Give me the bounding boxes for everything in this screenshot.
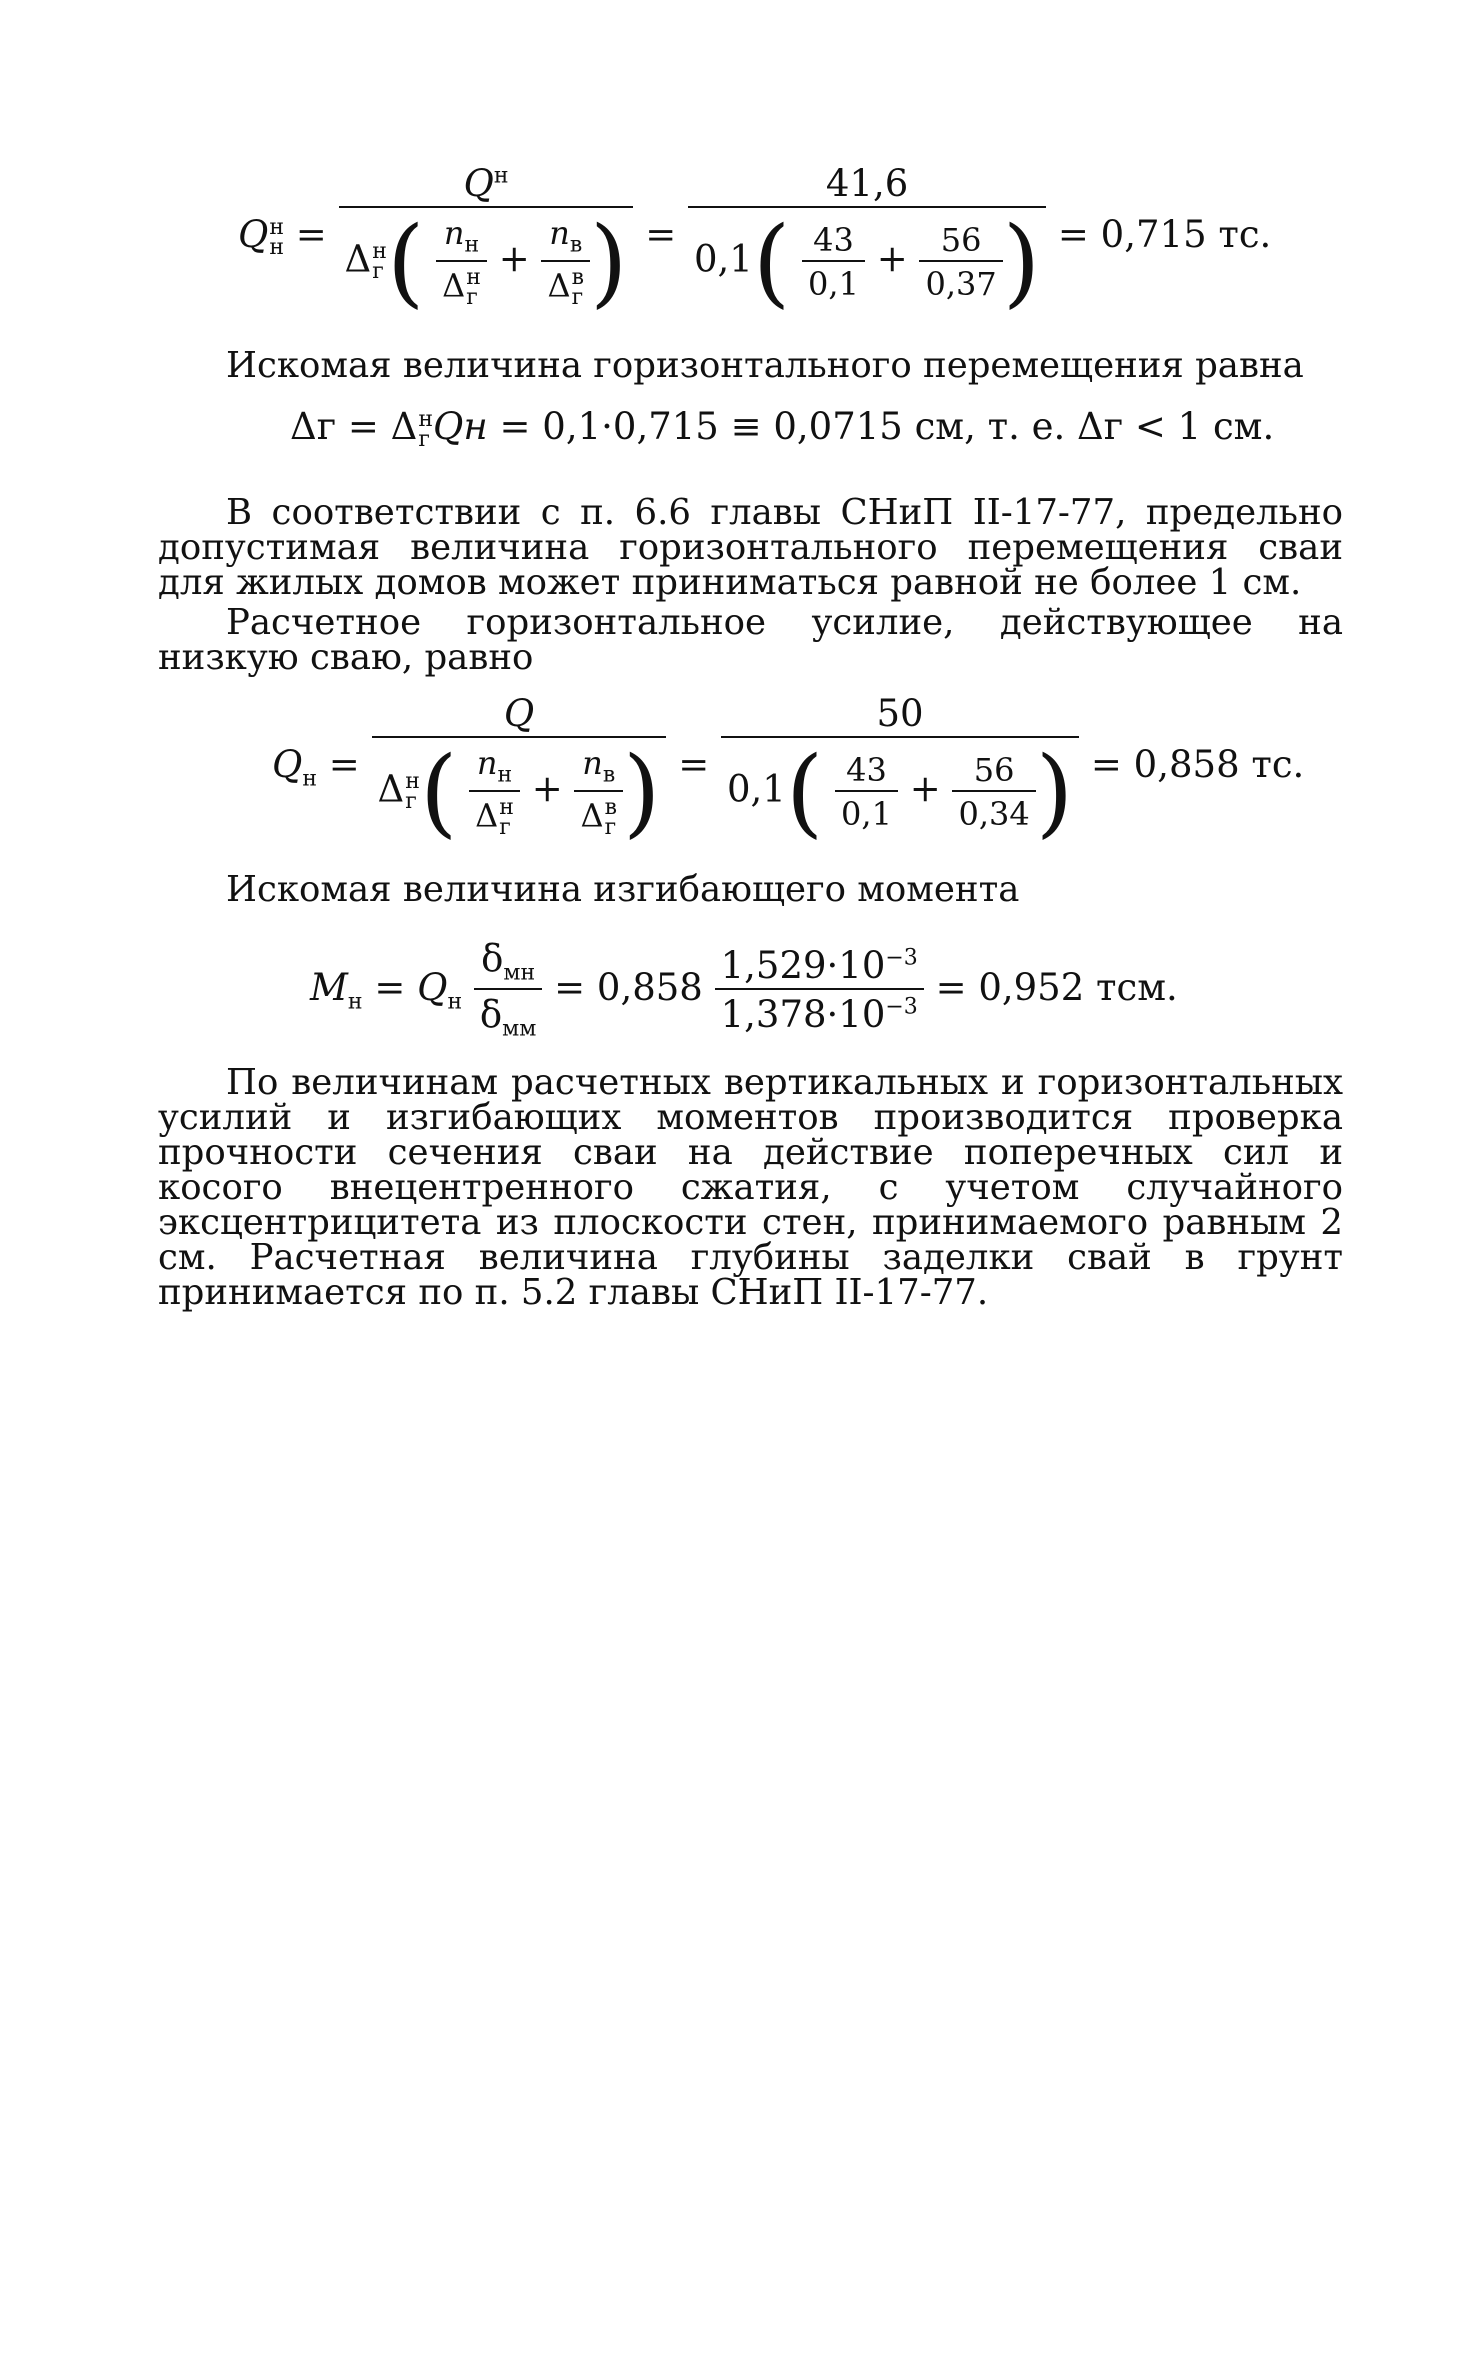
f3-b: 56 [973, 751, 1015, 789]
f3-delta-3: Δ [580, 796, 604, 835]
f4-result: = 0,952 тсм. [935, 965, 1178, 1009]
f1-n-h-sub: н [464, 231, 480, 257]
f3-fraction-numeric: 50 0,1( $\frac{43}{0,1}$ + $\frac{56}{0,34}$ ) [721, 695, 1079, 840]
formula-horizontal-displacement: Δг = Δ н г Qн = 0,1·0,715 ≡ 0,0715 см, т. е. Δг < 1 см. [290, 405, 1275, 452]
formula-horizontal-force-normative: Q н н = $Q^н$ Δ н г ( $n_н$ Δ н г + $n_в$ Δ в г ) = 41,6 0,1( $\frac{43}{0,1}$ + $\frac{56}{0,37}$ ) = 0,715 тс. [238, 162, 1272, 318]
f1-dh-sup: н [466, 264, 481, 290]
f2-rest: = 0,1·0,715 ≡ 0,0715 см, т. е. Δг < 1 см. [499, 405, 1275, 448]
f3-n-v-sub: в [602, 761, 616, 787]
f4-den-exp: −3 [885, 995, 918, 1021]
f3-delta: Δ [377, 767, 405, 811]
f2-q: Qн [433, 405, 488, 448]
f3-num-symbol: Q [503, 692, 535, 735]
f3-coef: 0,1 [726, 767, 786, 811]
f4-numeric-fraction [715, 944, 924, 1037]
paragraph-strength-check: По величинам расчетных вертикальных и горизонтальных усилий и изгибающих моментов производится проверка прочности сечения сваи на действие поперечных сил и косого внецентренного сжатия, с учетом случайного эксцентрицитета из плоскости стен, принимаемого равным 2 см. Расчетная величина глубины заделки свай в грунт принимается по п. 5.2 главы СНиП II-17-77. [158, 1062, 1343, 1313]
f3-dh-sup: н [499, 794, 514, 820]
f4-delta-den-sub: мм [502, 1016, 537, 1042]
f3-delta-sup: н [405, 769, 420, 795]
f1-dv-sub: г [571, 284, 584, 310]
f3-a: 43 [846, 751, 887, 789]
f1-n-v: n [549, 213, 570, 252]
f2-delta-sub: г [418, 426, 430, 452]
formula-bending-moment: $M_н = Q_н$ $\frac{\delta_{мн}}{\delta_{мм}}$ = 0,858 $\frac{1,529\cdot 10^{-3}}{1,378\cdot 10^{-3}}$ = 0,952 тсм. [310, 937, 1178, 1042]
f2-delta: Δ [390, 405, 418, 448]
f1-lhs-sub: н [269, 234, 285, 260]
f4-delta-den: δ [479, 993, 503, 1037]
f1-fraction-numeric: 41,6 0,1( $\frac{43}{0,1}$ + $\frac{56}{0,37}$ ) [688, 165, 1046, 310]
f3-fraction-symbolic: Q Δ н г ( $n_н$ Δ н г + $n_в$ Δ в г ) [372, 695, 667, 840]
f1-delta-sub: г [372, 259, 384, 284]
f1-delta: Δ [344, 237, 372, 281]
paragraph-moment-intro: Искомая величина изгибающего момента [226, 869, 1020, 910]
f3-n-h: n [476, 743, 498, 782]
f3-dv-sup: в [604, 794, 617, 820]
f1-dv-sup: в [571, 264, 584, 290]
f1-delta-sup: н [372, 239, 387, 265]
f4-lhs-sub: н [347, 989, 363, 1015]
f1-coef: 0,1 [693, 237, 753, 281]
paragraph-displacement-intro: Искомая величина горизонтального перемещения равна [226, 345, 1304, 386]
f4-den: 1,378·10 [720, 993, 886, 1037]
formula-design-horizontal-force: $Q_н$ = Q Δ н г ( $n_н$ Δ н г + $n_в$ Δ в г ) = 50 0,1( $\frac{43}{0,1}$ + $\frac{56}{0,34}$ ) = 0,858 тс. [272, 692, 1305, 848]
f1-b: 56 [940, 221, 982, 259]
f3-lhs-sub: н [302, 766, 318, 792]
f1-lhs: Q [238, 213, 269, 256]
f1-result: = 0,715 тс. [1057, 213, 1272, 256]
f4-delta-fraction [474, 937, 543, 1042]
paragraph-snip-reference: В соответствии с п. 6.6 главы СНиП II-17-77, предельно допустимая величина горизонтального перемещения сваи для жилых домов может приниматься равной не более 1 см. [158, 492, 1343, 603]
f4-delta-num: δ [481, 937, 504, 980]
f2-lhs: Δг [290, 405, 337, 448]
f1-num-sup: н [493, 163, 509, 189]
f1-a-den: 0,1 [802, 260, 865, 300]
f4-num: 1,529·10 [720, 944, 886, 988]
f1-b-den: 0,37 [919, 260, 1002, 300]
f2-delta-sup: н [418, 406, 434, 432]
f3-n-v: n [582, 743, 603, 782]
f3-lhs: Q [272, 743, 303, 786]
f4-eq-value: = 0,858 [554, 965, 703, 1009]
f3-delta-2: Δ [475, 796, 499, 835]
f3-num-value: 50 [876, 692, 924, 735]
f1-fraction-symbolic: $Q^н$ Δ н г ( $n_н$ Δ н г + $n_в$ Δ в г ) [339, 165, 634, 310]
paragraph-design-force-intro: Расчетное горизонтальное усилие, действующее на низкую сваю, равно [158, 602, 1343, 678]
f4-q: Q [417, 965, 448, 1009]
f3-delta-sub: г [405, 789, 417, 814]
f1-n-v-sub: в [569, 231, 583, 257]
f3-n-h-sub: н [497, 761, 513, 787]
f3-dv-sub: г [604, 814, 617, 840]
f1-num-symbol: Q [463, 162, 494, 205]
f1-a: 43 [813, 221, 854, 259]
f1-num-value: 41,6 [825, 162, 909, 205]
f1-dh-sub: г [466, 284, 478, 310]
f4-lhs: M [310, 965, 348, 1009]
f4-q-sub: н [447, 989, 463, 1015]
f4-delta-num-sub: мн [503, 960, 536, 986]
f3-b-den: 0,34 [952, 790, 1035, 830]
f1-delta-3: Δ [547, 266, 571, 305]
f1-n-h: n [443, 213, 465, 252]
f1-lhs-sup: н [269, 214, 285, 240]
f3-result: = 0,858 тс. [1090, 743, 1305, 786]
f1-delta-2: Δ [442, 266, 466, 305]
f3-a-den: 0,1 [835, 790, 898, 830]
f3-dh-sub: г [499, 814, 511, 840]
f4-num-exp: −3 [885, 946, 918, 972]
